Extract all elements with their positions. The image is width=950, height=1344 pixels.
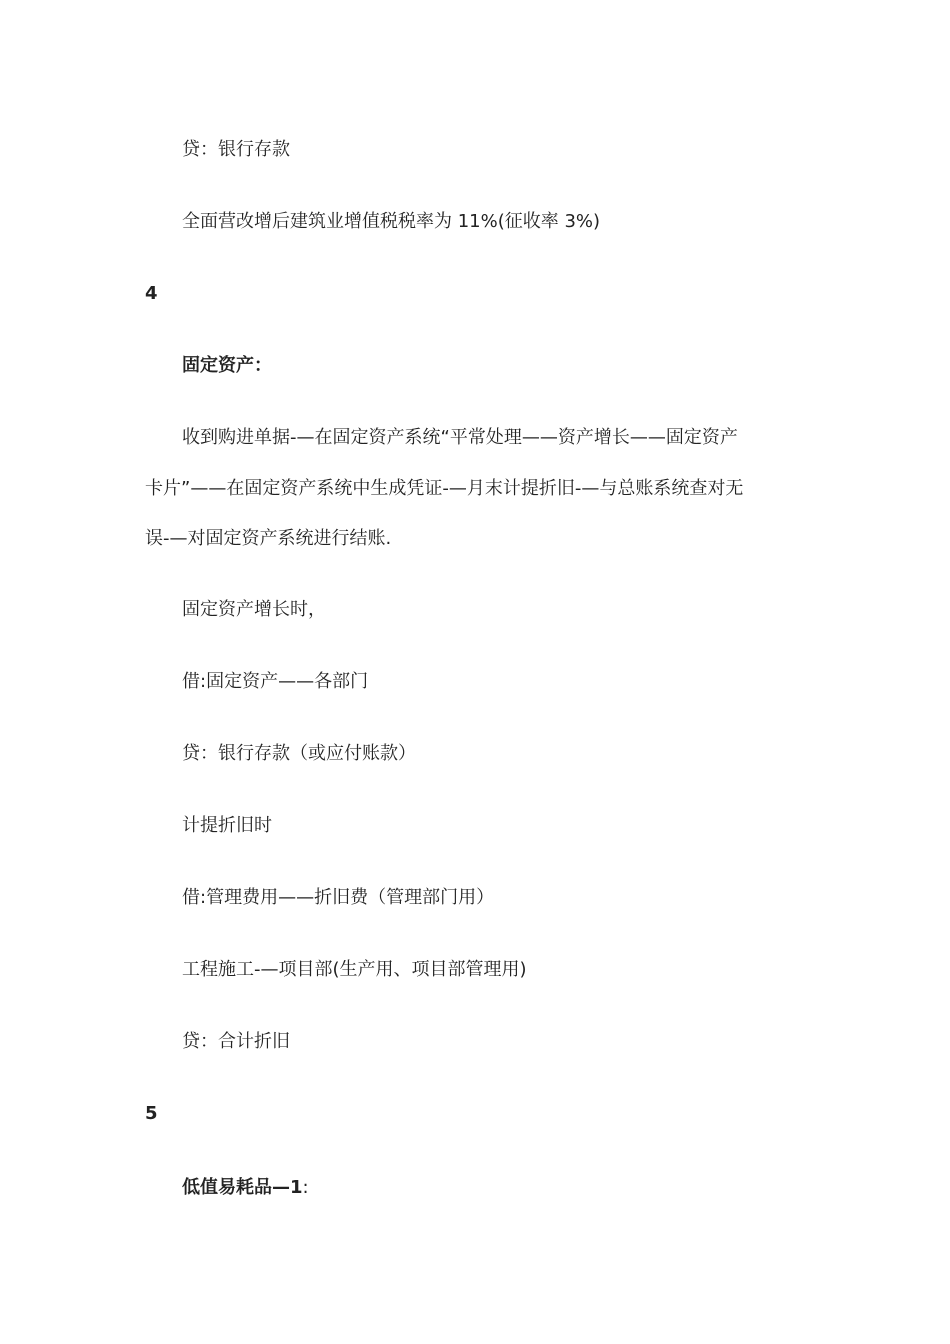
heading-colon: : (302, 1177, 309, 1198)
paragraph-line: 贷：合计折旧 (182, 1031, 290, 1052)
paragraph-line: 全面营改增后建筑业增值税税率为 11%(征收率 3%) (182, 211, 601, 232)
section-number: 4 (145, 283, 158, 304)
paragraph-line: 计提折旧时 (182, 815, 272, 836)
paragraph-line: 卡片”——在固定资产系统中生成凭证-—月末计提折旧-—与总账系统查对无 (145, 478, 744, 499)
heading-bold-text: 低值易耗品—1 (182, 1177, 303, 1198)
paragraph-line: 收到购进单据-—在固定资产系统“平常处理——资产增长——固定资产 (182, 427, 738, 448)
paragraph-line: 固定资产增长时， (182, 599, 326, 620)
paragraph-line: 借:固定资产——各部门 (182, 671, 369, 692)
paragraph-line: 工程施工-—项目部(生产用、项目部管理用) (182, 959, 527, 980)
paragraph-line: 借:管理费用——折旧费（管理部门用） (182, 887, 495, 908)
paragraph-line: 误-—对固定资产系统进行结账. (145, 528, 392, 549)
paragraph-line: 贷：银行存款（或应付账款） (182, 743, 416, 764)
section-heading (182, 1176, 309, 1200)
paragraph-line: 贷：银行存款 (182, 139, 290, 160)
section-number: 5 (145, 1103, 158, 1124)
section-heading: 固定资产： (182, 355, 272, 376)
